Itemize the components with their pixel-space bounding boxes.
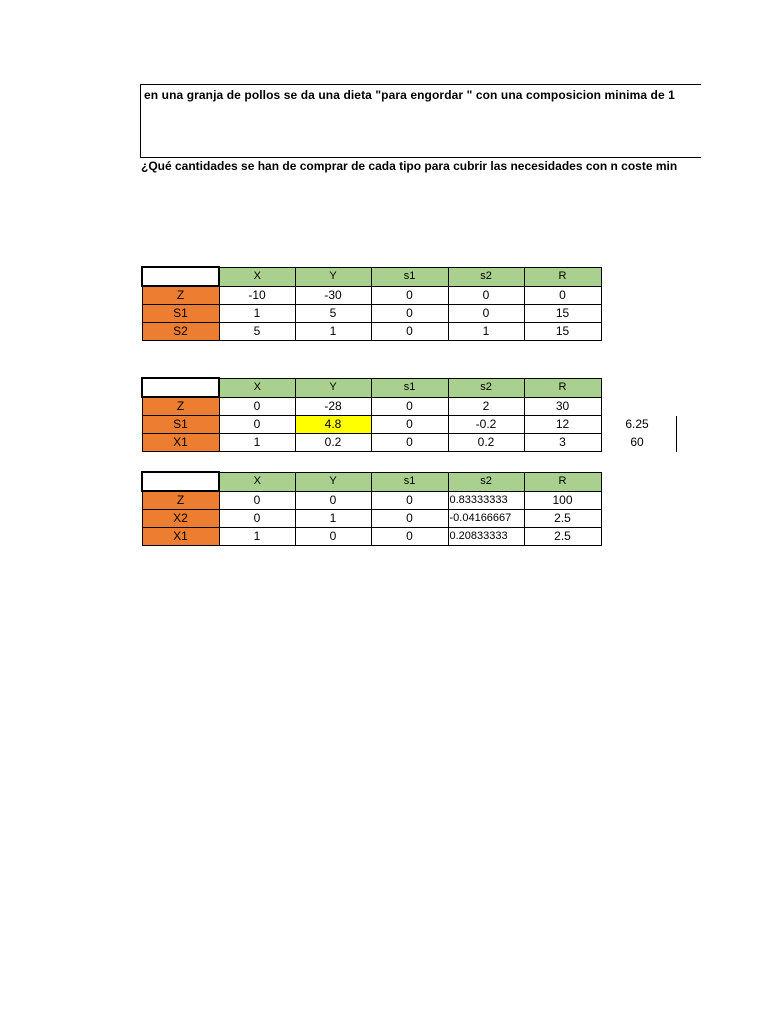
table-cell[interactable]: 0 xyxy=(448,305,524,323)
table-cell[interactable]: 30 xyxy=(524,397,601,416)
column-header-s1[interactable]: s1 xyxy=(371,267,448,286)
table-cell[interactable]: 0 xyxy=(371,510,448,528)
ratio-value[interactable]: 6.25 xyxy=(625,417,649,431)
column-header-x[interactable]: X xyxy=(219,267,295,286)
table-cell[interactable]: 0 xyxy=(219,397,295,416)
simplex-tableau-2 xyxy=(141,377,602,452)
table-cell[interactable]: 0.2 xyxy=(295,434,371,452)
row-label[interactable]: X2 xyxy=(142,510,219,528)
problem-question: ¿Qué cantidades se han de comprar de cada tipo para cubrir las necesidades con n coste min xyxy=(141,159,678,173)
table-cell[interactable]: 0 xyxy=(371,323,448,341)
table-row xyxy=(142,491,601,510)
simplex-tableau-3 xyxy=(141,471,602,546)
tableau-header-row xyxy=(142,472,601,491)
table-row xyxy=(142,323,601,341)
tableau-header-row xyxy=(142,267,601,286)
row-label[interactable]: Z xyxy=(142,491,219,510)
table-cell[interactable]: 1 xyxy=(219,434,295,452)
table-cell[interactable]: 15 xyxy=(524,323,601,341)
ratio-value[interactable]: 60 xyxy=(630,435,644,449)
row-label[interactable]: Z xyxy=(142,397,219,416)
table-cell[interactable]: 0.2 xyxy=(448,434,524,452)
table-row xyxy=(142,305,601,323)
table-row xyxy=(142,416,601,434)
table-cell[interactable]: -0.2 xyxy=(448,416,524,434)
table-cell[interactable]: 3 xyxy=(524,434,601,452)
table-cell[interactable]: 1 xyxy=(219,528,295,546)
row-label[interactable]: S2 xyxy=(142,323,219,341)
row-label[interactable]: Z xyxy=(142,286,219,305)
table-cell[interactable]: 100 xyxy=(524,491,601,510)
tableau-corner-cell[interactable] xyxy=(142,378,219,397)
column-header-s2[interactable]: s2 xyxy=(448,267,524,286)
table-cell[interactable]: 5 xyxy=(295,305,371,323)
table-cell[interactable]: 2.5 xyxy=(524,528,601,546)
column-header-r[interactable]: R xyxy=(524,267,601,286)
table-row xyxy=(142,528,601,546)
table-cell[interactable]: 0 xyxy=(219,510,295,528)
table-cell[interactable]: 12 xyxy=(524,416,601,434)
cell-border-line xyxy=(676,416,677,452)
table-cell[interactable]: 1 xyxy=(295,510,371,528)
column-header-s1[interactable]: s1 xyxy=(371,378,448,397)
table-cell[interactable]: 1 xyxy=(295,323,371,341)
tableau-corner-cell[interactable] xyxy=(142,267,219,286)
table-cell[interactable]: 0 xyxy=(524,286,601,305)
table-cell[interactable]: 0.20833333 xyxy=(448,528,524,546)
table-cell[interactable]: 0 xyxy=(371,305,448,323)
table-cell[interactable]: 0 xyxy=(295,491,371,510)
tableau-header-row xyxy=(142,378,601,397)
table-cell[interactable]: 0 xyxy=(219,491,295,510)
table-cell[interactable]: 2.5 xyxy=(524,510,601,528)
table-cell[interactable]: 15 xyxy=(524,305,601,323)
column-header-y[interactable]: Y xyxy=(295,267,371,286)
table-cell[interactable]: 0 xyxy=(219,416,295,434)
column-header-x[interactable]: X xyxy=(219,472,295,491)
column-header-x[interactable]: X xyxy=(219,378,295,397)
table-cell[interactable]: -30 xyxy=(295,286,371,305)
simplex-tableau-1 xyxy=(141,266,602,341)
column-header-y[interactable]: Y xyxy=(295,472,371,491)
table-cell[interactable]: 2 xyxy=(448,397,524,416)
table-cell[interactable]: 0 xyxy=(371,528,448,546)
table-cell[interactable]: 0 xyxy=(371,397,448,416)
column-header-r[interactable]: R xyxy=(524,472,601,491)
column-header-r[interactable]: R xyxy=(524,378,601,397)
table-cell[interactable]: 0 xyxy=(371,491,448,510)
column-header-s2[interactable]: s2 xyxy=(448,378,524,397)
table-cell[interactable]: 1 xyxy=(219,305,295,323)
problem-statement-box xyxy=(140,84,701,158)
row-label[interactable]: X1 xyxy=(142,434,219,452)
table-cell[interactable]: 0 xyxy=(295,528,371,546)
table-cell[interactable]: 0.83333333 xyxy=(448,491,524,510)
table-cell[interactable]: 1 xyxy=(448,323,524,341)
column-header-y[interactable]: Y xyxy=(295,378,371,397)
tableau-corner-cell[interactable] xyxy=(142,472,219,491)
table-cell[interactable]: -0.04166667 xyxy=(448,510,524,528)
row-label[interactable]: X1 xyxy=(142,528,219,546)
table-row xyxy=(142,510,601,528)
pivot-cell[interactable]: 4.8 xyxy=(295,416,371,434)
table-cell[interactable]: 0 xyxy=(371,416,448,434)
row-label[interactable]: S1 xyxy=(142,305,219,323)
row-label[interactable]: S1 xyxy=(142,416,219,434)
column-header-s2[interactable]: s2 xyxy=(448,472,524,491)
table-cell[interactable]: 0 xyxy=(371,286,448,305)
problem-statement: en una granja de pollos se da una dieta "para engordar " con una composicion minima de 1 xyxy=(144,88,675,102)
table-cell[interactable]: 5 xyxy=(219,323,295,341)
table-cell[interactable]: -10 xyxy=(219,286,295,305)
table-row xyxy=(142,397,601,416)
column-header-s1[interactable]: s1 xyxy=(371,472,448,491)
table-cell[interactable]: 0 xyxy=(371,434,448,452)
table-row xyxy=(142,286,601,305)
table-row xyxy=(142,434,601,452)
table-cell[interactable]: 0 xyxy=(448,286,524,305)
table-cell[interactable]: -28 xyxy=(295,397,371,416)
